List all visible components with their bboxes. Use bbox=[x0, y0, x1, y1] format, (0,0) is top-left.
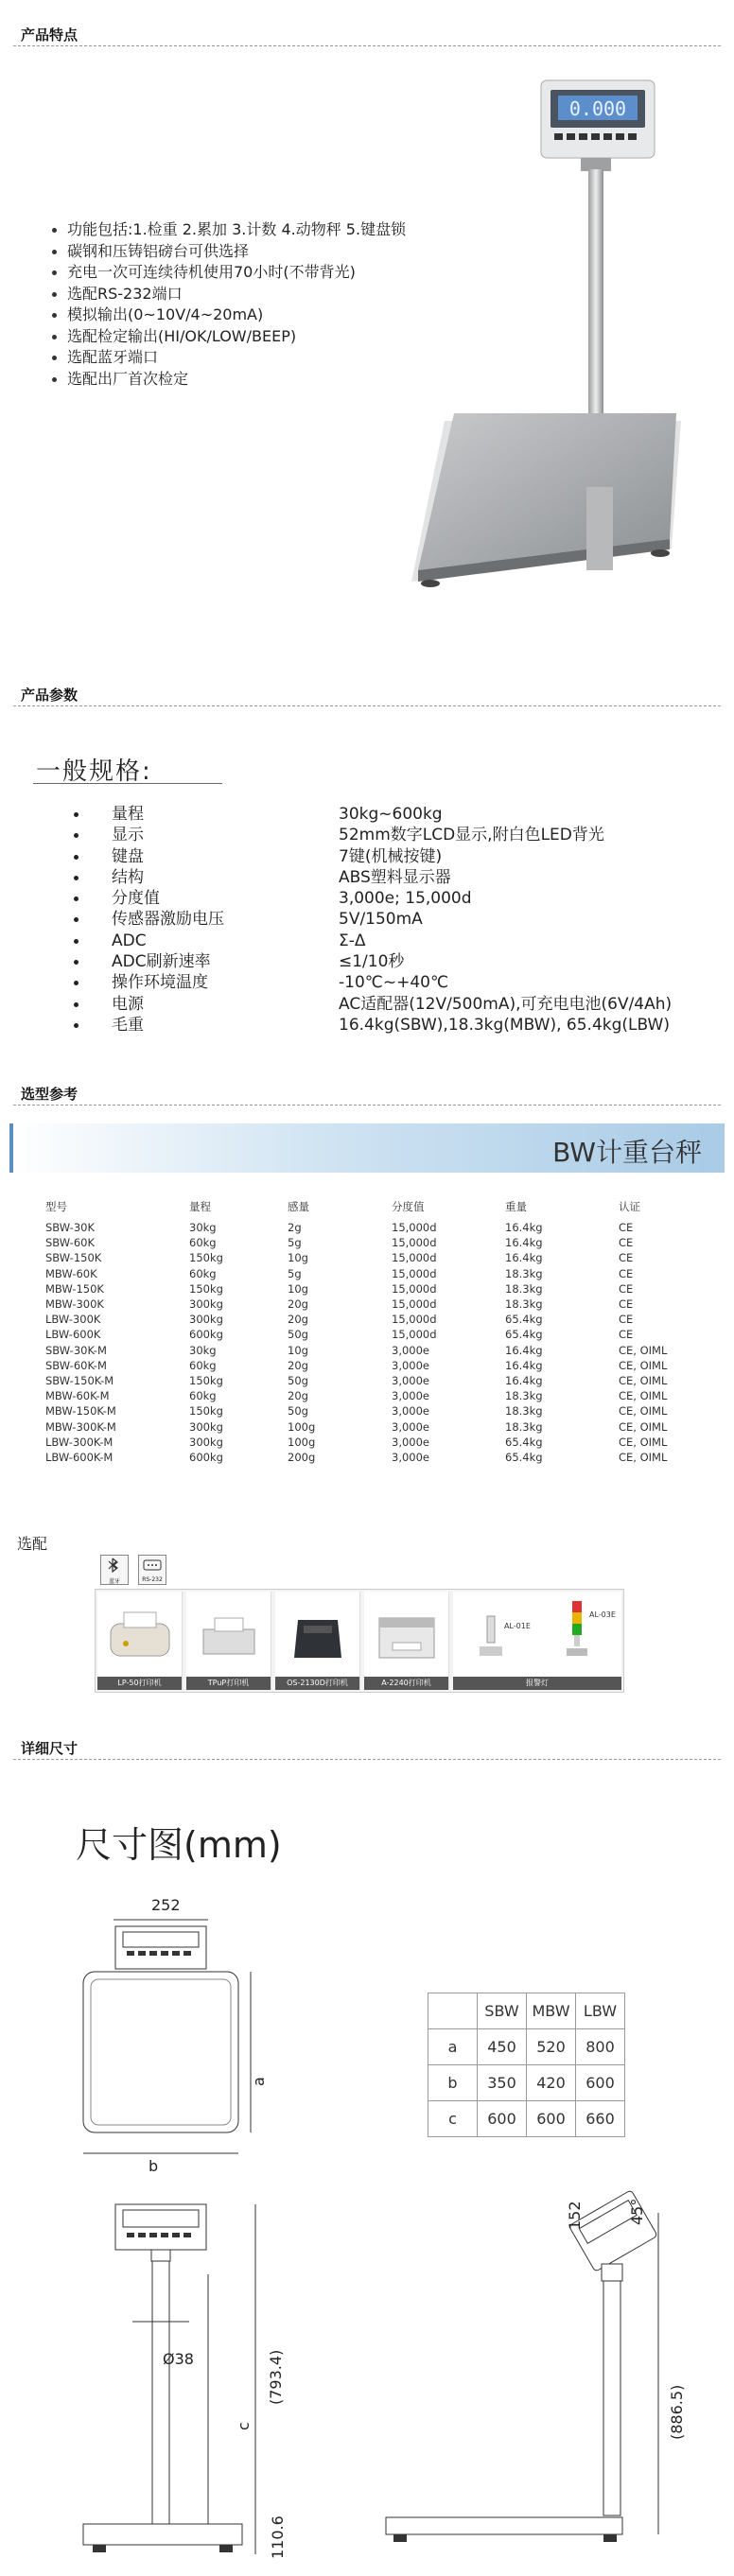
table-cell: 50g bbox=[288, 1404, 308, 1419]
side-view-drawing bbox=[378, 2184, 681, 2563]
table-cell: 800 bbox=[576, 2029, 625, 2065]
spec-key: 操作环境温度 bbox=[112, 973, 208, 993]
divider bbox=[13, 45, 721, 46]
table-cell: 15,000d bbox=[392, 1221, 437, 1235]
table-cell: 3,000e bbox=[392, 1419, 429, 1434]
divider bbox=[13, 1759, 721, 1760]
table-cell: CE, OIML bbox=[619, 1435, 668, 1449]
table-cell: 2g bbox=[288, 1221, 302, 1235]
table-cell: 18.3kg bbox=[505, 1297, 543, 1312]
table-header: 认证 bbox=[619, 1200, 640, 1213]
table-cell: 60kg bbox=[189, 1266, 217, 1280]
table-cell: 5g bbox=[288, 1236, 302, 1250]
table-cell: LBW-300K-M bbox=[45, 1435, 114, 1449]
table-cell: CE bbox=[619, 1236, 634, 1250]
table-cell: 65.4kg bbox=[505, 1450, 543, 1464]
bullet-icon bbox=[74, 876, 79, 880]
spec-key: 电源 bbox=[112, 994, 144, 1014]
spec-title-underline bbox=[33, 783, 222, 784]
table-cell: 18.3kg bbox=[505, 1281, 543, 1296]
table-cell: CE bbox=[619, 1266, 634, 1280]
bullet-icon bbox=[74, 812, 79, 817]
table-cell: CE bbox=[619, 1313, 634, 1327]
table-cell: 300kg bbox=[189, 1435, 223, 1449]
dimension-title: 尺寸图(mm) bbox=[76, 1824, 282, 1866]
accessory-item bbox=[275, 1592, 360, 1690]
table-cell: 20g bbox=[288, 1358, 308, 1372]
spec-title: 一般规格: bbox=[36, 757, 152, 786]
table-cell: MBW-150K bbox=[45, 1281, 104, 1296]
section-header-detail bbox=[0, 1734, 734, 1763]
table-cell: 200g bbox=[288, 1450, 316, 1464]
dim-angle: 45° bbox=[628, 2198, 646, 2225]
spec-value: AC适配器(12V/500mA),可充电电池(6V/4Ah) bbox=[339, 994, 673, 1014]
table-cell: 5g bbox=[288, 1266, 302, 1280]
table-row bbox=[45, 1343, 694, 1358]
table-cell: 16.4kg bbox=[505, 1236, 543, 1250]
spec-key: ADC bbox=[112, 931, 147, 950]
table-cell: 600 bbox=[478, 2101, 527, 2137]
table-row bbox=[45, 1403, 694, 1419]
bullet-icon bbox=[74, 960, 79, 965]
table-cell: 16.4kg bbox=[505, 1373, 543, 1387]
table-row bbox=[45, 1297, 694, 1312]
table-cell: 100g bbox=[288, 1419, 316, 1434]
table-cell: 150kg bbox=[189, 1373, 223, 1387]
section-title: 产品参数 bbox=[21, 687, 79, 704]
model-table-body bbox=[45, 1220, 694, 1465]
table-row bbox=[45, 1419, 694, 1434]
dim-front-height: (793.4) bbox=[267, 2349, 285, 2405]
accessory-caption: LP-50打印机 bbox=[97, 1677, 182, 1690]
table-cell: 20g bbox=[288, 1313, 308, 1327]
feature-item: 选配检定输出(HI/OK/LOW/BEEP) bbox=[52, 326, 406, 348]
table-cell: MBW-60K bbox=[45, 1266, 97, 1280]
table-cell: LBW-600K bbox=[45, 1328, 101, 1342]
spec-value: 5V/150mA bbox=[339, 910, 423, 930]
table-cell: LBW-600K-M bbox=[45, 1450, 114, 1464]
accessory-strip bbox=[95, 1589, 624, 1693]
lcd-readout: 0.000 bbox=[568, 97, 627, 120]
table-cell: MBW-300K-M bbox=[45, 1419, 116, 1434]
spec-key: 传感器激励电压 bbox=[112, 910, 224, 930]
table-cell: 3,000e bbox=[392, 1343, 429, 1357]
table-cell: CE bbox=[619, 1251, 634, 1265]
spec-value: ABS塑料显示器 bbox=[339, 867, 451, 887]
table-cell: CE bbox=[619, 1281, 634, 1296]
table-cell: 15,000d bbox=[392, 1236, 437, 1250]
table-cell: 3,000e bbox=[392, 1404, 429, 1419]
printer-icon bbox=[364, 1592, 449, 1675]
table-cell: 10g bbox=[288, 1343, 308, 1357]
table-cell: 15,000d bbox=[392, 1281, 437, 1296]
feature-item: 选配蓝牙端口 bbox=[52, 347, 406, 369]
table-cell: b bbox=[428, 2065, 478, 2101]
accessory-caption: OS-2130D打印机 bbox=[275, 1677, 359, 1690]
table-header: SBW bbox=[478, 1993, 527, 2029]
dim-c-label: c bbox=[235, 2422, 253, 2430]
table-cell: c bbox=[428, 2101, 478, 2137]
table-cell: 30kg bbox=[189, 1221, 217, 1235]
table-cell: CE, OIML bbox=[619, 1358, 668, 1372]
table-cell: a bbox=[428, 2029, 478, 2065]
dim-base-height: 110.6 bbox=[269, 2515, 287, 2559]
bullet-icon bbox=[74, 896, 79, 901]
table-cell: 3,000e bbox=[392, 1389, 429, 1403]
spec-key: 量程 bbox=[112, 805, 144, 824]
table-header: 感量 bbox=[288, 1200, 309, 1213]
spec-key: 键盘 bbox=[112, 846, 144, 866]
accessory-caption: TPuP打印机 bbox=[186, 1677, 271, 1690]
section-title: 详细尺寸 bbox=[21, 1740, 79, 1757]
table-row bbox=[45, 1450, 694, 1465]
rs232-icon bbox=[138, 1555, 166, 1585]
table-cell: 18.3kg bbox=[505, 1419, 543, 1434]
dim-b-label: b bbox=[149, 2157, 159, 2175]
indicator-head bbox=[541, 80, 655, 171]
table-cell: 100g bbox=[288, 1435, 316, 1449]
table-header-row bbox=[45, 1199, 694, 1220]
feature-item: 碳钢和压铸铝磅台可供选择 bbox=[52, 241, 406, 263]
printer-icon bbox=[186, 1592, 271, 1675]
table-cell: SBW-30K bbox=[45, 1221, 96, 1235]
table-cell: MBW-300K bbox=[45, 1297, 104, 1312]
spec-key: 毛重 bbox=[112, 1015, 144, 1035]
feature-list bbox=[52, 219, 406, 390]
table-cell: 16.4kg bbox=[505, 1251, 543, 1265]
spec-value: 7键(机械按键) bbox=[339, 846, 443, 866]
dim-a-label: a bbox=[250, 2077, 268, 2086]
table-row bbox=[428, 2065, 625, 2101]
table-cell: CE, OIML bbox=[619, 1450, 668, 1464]
spec-value: -10℃~+40℃ bbox=[339, 973, 449, 993]
dim-side-top: 152 bbox=[566, 2201, 584, 2230]
table-row bbox=[45, 1235, 694, 1250]
banner-title: BW计重台秤 bbox=[552, 1137, 702, 1168]
table-cell: 15,000d bbox=[392, 1266, 437, 1280]
spec-key: 显示 bbox=[112, 826, 144, 845]
table-cell: 20g bbox=[288, 1389, 308, 1403]
table-cell: 3,000e bbox=[392, 1450, 429, 1464]
divider bbox=[13, 705, 721, 706]
table-cell: 3,000e bbox=[392, 1435, 429, 1449]
table-cell: 50g bbox=[288, 1328, 308, 1342]
section-title: 产品特点 bbox=[21, 26, 79, 44]
dim-side-height: (886.5) bbox=[668, 2384, 686, 2440]
accessory-item bbox=[97, 1592, 183, 1690]
table-cell: 65.4kg bbox=[505, 1328, 543, 1342]
table-cell: 150kg bbox=[189, 1251, 223, 1265]
table-cell: 16.4kg bbox=[505, 1221, 543, 1235]
table-row bbox=[428, 2029, 625, 2065]
table-cell: 3,000e bbox=[392, 1358, 429, 1372]
icon-caption: 蓝牙 bbox=[108, 1578, 120, 1585]
table-row bbox=[45, 1266, 694, 1281]
table-cell: 18.3kg bbox=[505, 1404, 543, 1419]
accessory-label: 选配 bbox=[17, 1535, 48, 1553]
bullet-icon bbox=[74, 917, 79, 922]
spec-value: 52mm数字LCD显示,附白色LED背光 bbox=[339, 826, 604, 845]
table-cell: 60kg bbox=[189, 1389, 217, 1403]
table-cell: SBW-30K-M bbox=[45, 1343, 107, 1357]
table-cell: 16.4kg bbox=[505, 1358, 543, 1372]
table-cell: 20g bbox=[288, 1297, 308, 1312]
table-cell: 520 bbox=[527, 2029, 576, 2065]
table-cell: 60kg bbox=[189, 1358, 217, 1372]
table-cell: CE, OIML bbox=[619, 1343, 668, 1357]
table-cell: 150kg bbox=[189, 1281, 223, 1296]
table-header: LBW bbox=[576, 1993, 625, 2029]
table-cell: 600kg bbox=[189, 1328, 223, 1342]
feature-item: 模拟输出(0~10V/4~20mA) bbox=[52, 305, 406, 326]
accessory-item bbox=[453, 1592, 621, 1690]
spec-value: 16.4kg(SBW),18.3kg(MBW), 65.4kg(LBW) bbox=[339, 1015, 670, 1035]
table-cell: SBW-150K-M bbox=[45, 1373, 114, 1387]
table-row bbox=[45, 1312, 694, 1327]
dimension-table bbox=[428, 1993, 625, 2137]
table-cell: LBW-300K bbox=[45, 1313, 101, 1327]
table-cell: 18.3kg bbox=[505, 1389, 543, 1403]
bullet-icon bbox=[74, 1002, 79, 1007]
table-header: 重量 bbox=[505, 1200, 527, 1213]
table-cell: 10g bbox=[288, 1251, 308, 1265]
table-cell: 450 bbox=[478, 2029, 527, 2065]
table-cell: 300kg bbox=[189, 1297, 223, 1312]
feature-item: 充电一次可连续待机使用70小时(不带背光) bbox=[52, 262, 406, 284]
table-header: MBW bbox=[527, 1993, 576, 2029]
product-banner bbox=[9, 1123, 725, 1173]
bullet-icon bbox=[74, 833, 79, 838]
table-cell: 10g bbox=[288, 1281, 308, 1296]
table-cell: 150kg bbox=[189, 1404, 223, 1419]
section-header-selection bbox=[0, 1080, 734, 1108]
section-header-params bbox=[0, 681, 734, 709]
table-row bbox=[45, 1220, 694, 1235]
table-cell: 420 bbox=[527, 2065, 576, 2101]
table-cell: CE, OIML bbox=[619, 1373, 668, 1387]
table-cell: 65.4kg bbox=[505, 1435, 543, 1449]
bullet-icon bbox=[74, 939, 79, 944]
section-header-features bbox=[0, 21, 734, 49]
table-cell: SBW-60K-M bbox=[45, 1358, 107, 1372]
table-row bbox=[45, 1250, 694, 1265]
table-cell: 600 bbox=[576, 2065, 625, 2101]
spec-value: 3,000e; 15,000d bbox=[339, 889, 472, 909]
table-row bbox=[45, 1281, 694, 1297]
table-cell: 15,000d bbox=[392, 1251, 437, 1265]
banner-accent bbox=[9, 1123, 13, 1173]
feature-item: 选配出厂首次检定 bbox=[52, 369, 406, 391]
feature-item: 功能包括:1.检重 2.累加 3.计数 4.动物秤 5.键盘锁 bbox=[52, 219, 406, 241]
table-cell: 3,000e bbox=[392, 1373, 429, 1387]
bluetooth-icon bbox=[100, 1555, 129, 1585]
table-cell: CE bbox=[619, 1221, 634, 1235]
table-cell: SBW-150K bbox=[45, 1251, 102, 1265]
table-cell: 16.4kg bbox=[505, 1343, 543, 1357]
table-row bbox=[428, 2101, 625, 2137]
feature-item: 选配RS-232端口 bbox=[52, 284, 406, 305]
spec-value: ≤1/10秒 bbox=[339, 952, 405, 972]
table-cell: CE, OIML bbox=[619, 1404, 668, 1419]
table-header: 量程 bbox=[189, 1200, 211, 1213]
table-cell: 600kg bbox=[189, 1450, 223, 1464]
table-cell: CE bbox=[619, 1297, 634, 1312]
lamp-label: AL-03E bbox=[589, 1610, 616, 1619]
lamp-label: AL-01E bbox=[504, 1622, 531, 1630]
table-row bbox=[45, 1327, 694, 1342]
table-row bbox=[45, 1373, 694, 1388]
table-cell: MBW-150K-M bbox=[45, 1404, 116, 1419]
product-scale-image bbox=[378, 71, 700, 653]
printer-icon bbox=[97, 1592, 183, 1675]
table-cell: CE bbox=[619, 1328, 634, 1342]
table-cell bbox=[428, 1993, 478, 2029]
table-row bbox=[45, 1435, 694, 1450]
table-cell: 15,000d bbox=[392, 1328, 437, 1342]
table-cell: 15,000d bbox=[392, 1313, 437, 1327]
table-cell: CE, OIML bbox=[619, 1419, 668, 1434]
accessory-caption: A-2240打印机 bbox=[364, 1677, 448, 1690]
bullet-icon bbox=[74, 855, 79, 860]
dim-pole-diameter: Ø38 bbox=[163, 2350, 194, 2368]
spec-value: 30kg~600kg bbox=[339, 805, 443, 824]
front-view-drawing bbox=[66, 2199, 284, 2567]
table-row bbox=[45, 1358, 694, 1373]
accessory-item bbox=[186, 1592, 271, 1690]
table-cell: 300kg bbox=[189, 1313, 223, 1327]
table-cell: 50g bbox=[288, 1373, 308, 1387]
table-cell: 15,000d bbox=[392, 1297, 437, 1312]
table-cell: 300kg bbox=[189, 1419, 223, 1434]
table-cell: MBW-60K-M bbox=[45, 1389, 110, 1403]
model-table bbox=[45, 1199, 694, 1465]
accessory-item bbox=[364, 1592, 449, 1690]
spec-key: ADC刷新速率 bbox=[112, 952, 211, 972]
platform bbox=[411, 413, 681, 587]
spec-value: Σ-Δ bbox=[339, 931, 366, 950]
alarm-lamp-icon bbox=[453, 1592, 621, 1675]
accessory-caption: 报警灯 bbox=[453, 1677, 621, 1690]
table-cell: SBW-60K bbox=[45, 1236, 96, 1250]
dim-top-width: 252 bbox=[151, 1896, 181, 1914]
section-title: 选型参考 bbox=[21, 1086, 79, 1103]
table-header: 型号 bbox=[45, 1200, 67, 1213]
table-cell: 60kg bbox=[189, 1236, 217, 1250]
table-row bbox=[45, 1388, 694, 1403]
table-header: 分度值 bbox=[392, 1200, 425, 1213]
spec-key: 分度值 bbox=[112, 889, 160, 909]
printer-icon bbox=[275, 1592, 360, 1675]
table-cell: CE, OIML bbox=[619, 1389, 668, 1403]
bullet-icon bbox=[74, 1023, 79, 1028]
table-header-row bbox=[428, 1993, 625, 2029]
table-cell: 18.3kg bbox=[505, 1266, 543, 1280]
table-cell: 350 bbox=[478, 2065, 527, 2101]
icon-caption: RS-232 bbox=[142, 1576, 163, 1583]
table-cell: 30kg bbox=[189, 1343, 217, 1357]
table-cell: 600 bbox=[527, 2101, 576, 2137]
table-cell: 660 bbox=[576, 2101, 625, 2137]
top-view-drawing bbox=[66, 1906, 265, 2170]
spec-key: 结构 bbox=[112, 867, 144, 887]
table-cell: 65.4kg bbox=[505, 1313, 543, 1327]
bullet-icon bbox=[74, 981, 79, 985]
